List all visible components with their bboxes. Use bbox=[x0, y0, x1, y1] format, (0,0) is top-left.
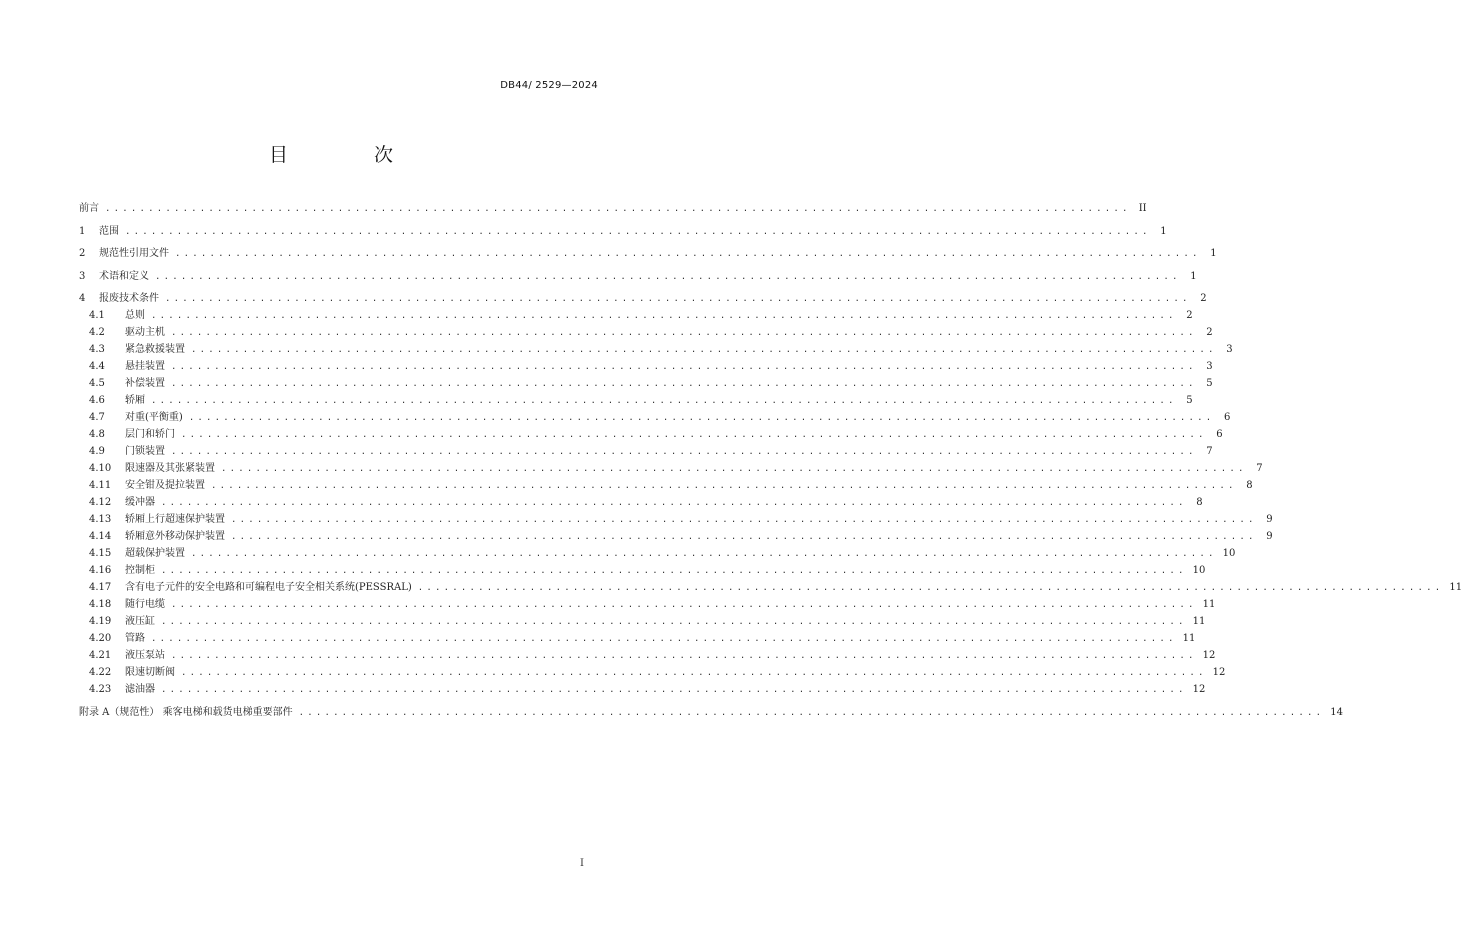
toc-entry-subsection[interactable] bbox=[79, 664, 1226, 681]
toc-entry-text: 含有电子元件的安全电路和可编程电子安全相关系统(PESSRAL) bbox=[125, 582, 412, 593]
leader-dots: ....................................................................................................................... bbox=[171, 447, 1197, 457]
toc-page-number: 2 bbox=[1200, 293, 1207, 304]
toc-entry-text: 门锁装置 bbox=[125, 446, 165, 457]
toc-entry-text: 缓冲器 bbox=[125, 497, 155, 508]
toc-entry-text: 规范性引用文件 bbox=[99, 248, 169, 259]
toc-entry-text: 滤油器 bbox=[125, 684, 155, 695]
toc-entry-number: 1 bbox=[79, 225, 86, 237]
leader-dots: ....................................................................................................................... bbox=[221, 464, 1247, 474]
leader-dots: ....................................................................................................................... bbox=[181, 668, 1207, 678]
leader-dots: ....................................................................................................................... bbox=[161, 566, 1187, 576]
toc-page-number: 6 bbox=[1224, 412, 1231, 423]
toc-entry-subsection[interactable] bbox=[79, 324, 1213, 341]
toc-page-number: 9 bbox=[1266, 514, 1273, 525]
toc-entry-number: 4 bbox=[79, 293, 86, 304]
toc-page-number: 5 bbox=[1206, 378, 1213, 389]
toc-page-number: 5 bbox=[1186, 395, 1193, 406]
toc-page-number: 11 bbox=[1449, 582, 1462, 593]
toc-entry-section[interactable] bbox=[79, 245, 1217, 262]
leader-dots: ....................................................................................................................... bbox=[171, 651, 1197, 661]
toc-entry-text: 超载保护装置 bbox=[125, 548, 185, 559]
toc-entry-subsection[interactable] bbox=[79, 596, 1216, 613]
toc-entry-number: 4.3 bbox=[89, 344, 105, 355]
toc-entry-number: 2 bbox=[79, 248, 86, 259]
toc-entry-text: 轿厢上行超速保护装置 bbox=[125, 514, 225, 525]
toc-entry-subsection[interactable] bbox=[79, 307, 1193, 324]
toc-entry-number: 4.6 bbox=[89, 395, 105, 406]
leader-dots: ....................................................................................................................... bbox=[231, 515, 1257, 525]
toc-entry-subsection[interactable] bbox=[79, 341, 1233, 358]
toc-entry-number: 4.4 bbox=[89, 361, 105, 372]
toc-entry-number: 4.15 bbox=[89, 548, 112, 559]
toc-entry-number: 4.11 bbox=[89, 480, 112, 491]
document-code: DB44/ 2529—2024 bbox=[500, 80, 598, 91]
toc-entry-subsection[interactable] bbox=[79, 409, 1231, 426]
toc-page-number: 11 bbox=[1202, 599, 1216, 610]
toc-entry-text: 随行电缆 bbox=[125, 599, 165, 610]
toc-page-number: 12 bbox=[1212, 667, 1226, 678]
toc-entry-number: 4.21 bbox=[89, 650, 112, 661]
toc-entry-number: 4.16 bbox=[89, 565, 112, 576]
toc-page-number: 11 bbox=[1182, 633, 1196, 644]
toc-page-number: 1 bbox=[1160, 225, 1167, 237]
page-title: 目 次 bbox=[268, 144, 434, 166]
leader-dots: ....................................................................................................................... bbox=[151, 311, 1177, 321]
toc-subsection-list bbox=[79, 307, 1462, 704]
toc-entry-number: 4.18 bbox=[89, 599, 112, 610]
toc-entry-number: 4.10 bbox=[89, 463, 112, 474]
toc-entry-subsection[interactable] bbox=[79, 494, 1203, 511]
leader-dots: ....................................................................................................................... bbox=[151, 396, 1177, 406]
toc-entry-section[interactable] bbox=[79, 268, 1197, 285]
leader-dots: ....................................................................................................................... bbox=[165, 294, 1191, 304]
toc-entry-subsection[interactable] bbox=[79, 545, 1236, 562]
toc-page-number: 7 bbox=[1256, 463, 1263, 474]
leader-dots: ....................................................................................................................... bbox=[171, 600, 1197, 610]
toc-page-number: II bbox=[1138, 203, 1147, 214]
toc-page-number: 8 bbox=[1246, 480, 1253, 491]
leader-dots: ....................................................................................................................... bbox=[161, 498, 1187, 508]
leader-dots: ....................................................................................................................... bbox=[231, 532, 1257, 542]
toc-entry-number: 3 bbox=[79, 270, 86, 282]
toc-entry-number: 4.2 bbox=[89, 327, 105, 338]
toc-entry-number: 4.9 bbox=[89, 446, 105, 457]
toc-entry-subsection[interactable] bbox=[79, 613, 1206, 630]
toc-entry-text: 控制柜 bbox=[125, 565, 155, 576]
toc-page-number: 2 bbox=[1186, 310, 1193, 321]
toc-entry-number: 4.13 bbox=[89, 514, 112, 525]
toc-entry-subsection[interactable] bbox=[79, 579, 1462, 596]
toc-entry-number: 4.23 bbox=[89, 684, 112, 695]
toc-entry-text: 限速器及其张紧装置 bbox=[125, 463, 215, 474]
toc-entry-text: 紧急救援装置 bbox=[125, 344, 185, 355]
leader-dots: ....................................................................................................................... bbox=[298, 707, 1325, 718]
toc-entry-annex[interactable] bbox=[79, 704, 1343, 721]
toc-page-number: 3 bbox=[1226, 344, 1233, 355]
toc-entry-text: 附录 A（规范性） 乘客电梯和载货电梯重要部件 bbox=[79, 706, 293, 718]
toc-entry-text: 液压缸 bbox=[125, 616, 155, 627]
leader-dots: ....................................................................................................................... bbox=[181, 430, 1207, 440]
leader-dots: ....................................................................................................................... bbox=[161, 685, 1187, 695]
leader-dots: ....................................................................................................................... bbox=[125, 226, 1151, 237]
page-number: I bbox=[580, 858, 584, 869]
toc-entry-subsection[interactable] bbox=[79, 460, 1263, 477]
toc-entry-number: 4.20 bbox=[89, 633, 112, 644]
toc-entry-text: 对重(平衡重) bbox=[125, 412, 183, 423]
leader-dots: ....................................................................................................................... bbox=[105, 204, 1131, 214]
toc-entry-number: 4.1 bbox=[89, 310, 105, 321]
toc-page-number: 2 bbox=[1206, 327, 1213, 338]
toc-entry-section[interactable] bbox=[79, 290, 1207, 307]
toc-entry-subsection[interactable] bbox=[79, 477, 1253, 494]
toc-entry-text: 安全钳及提拉装置 bbox=[125, 480, 205, 491]
toc-page-number: 1 bbox=[1190, 270, 1197, 282]
toc-entry-text: 管路 bbox=[125, 633, 145, 644]
toc-entry-subsection[interactable] bbox=[79, 426, 1223, 443]
toc-page-number: 10 bbox=[1222, 548, 1236, 559]
leader-dots: ....................................................................................................................... bbox=[191, 345, 1217, 355]
toc-entry-text: 层门和轿门 bbox=[125, 429, 175, 440]
leader-dots: ....................................................................................................................... bbox=[155, 271, 1181, 282]
toc-entry-number: 4.19 bbox=[89, 616, 112, 627]
toc-page-number: 1 bbox=[1210, 248, 1217, 259]
toc-entry-subsection[interactable] bbox=[79, 358, 1213, 375]
toc-page-number: 10 bbox=[1192, 565, 1206, 576]
toc-entry-number: 4.14 bbox=[89, 531, 112, 542]
toc-page-number: 6 bbox=[1216, 429, 1223, 440]
toc-page-number: 9 bbox=[1266, 531, 1273, 542]
toc-entry-text: 悬挂装置 bbox=[125, 361, 165, 372]
table-of-contents bbox=[79, 200, 1462, 721]
leader-dots: ....................................................................................................................... bbox=[161, 617, 1187, 627]
leader-dots: ....................................................................................................................... bbox=[171, 328, 1197, 338]
toc-page-number: 8 bbox=[1196, 497, 1203, 508]
leader-dots: ....................................................................................................................... bbox=[151, 634, 1177, 644]
leader-dots: ....................................................................................................................... bbox=[171, 362, 1197, 372]
toc-entry-text: 液压泵站 bbox=[125, 650, 165, 661]
toc-entry-section[interactable] bbox=[79, 223, 1167, 240]
toc-entry-text: 总则 bbox=[125, 310, 145, 321]
leader-dots: ....................................................................................................................... bbox=[211, 481, 1237, 491]
toc-entry-text: 范围 bbox=[99, 225, 119, 237]
toc-page-number: 12 bbox=[1202, 650, 1216, 661]
toc-page-number: 7 bbox=[1206, 446, 1213, 457]
leader-dots: ....................................................................................................................... bbox=[175, 249, 1201, 259]
toc-entry-text: 术语和定义 bbox=[99, 270, 149, 282]
toc-entry-number: 4.7 bbox=[89, 412, 105, 423]
toc-page-number: 3 bbox=[1206, 361, 1213, 372]
toc-page-number: 11 bbox=[1192, 616, 1206, 627]
toc-entry-text: 轿厢 bbox=[125, 395, 145, 406]
toc-entry-subsection[interactable] bbox=[79, 630, 1196, 647]
toc-entry-number: 4.8 bbox=[89, 429, 105, 440]
toc-entry-text: 报废技术条件 bbox=[99, 293, 159, 304]
toc-entry-subsection[interactable] bbox=[79, 511, 1273, 528]
toc-entry-text: 限速切断阀 bbox=[125, 667, 175, 678]
leader-dots: ....................................................................................................................... bbox=[171, 379, 1197, 389]
toc-entry-foreword[interactable] bbox=[79, 200, 1147, 217]
leader-dots: ....................................................................................................................... bbox=[188, 413, 1215, 423]
toc-entry-subsection[interactable] bbox=[79, 681, 1206, 698]
leader-dots: ....................................................................................................................... bbox=[191, 549, 1217, 559]
toc-entry-text: 前言 bbox=[79, 203, 99, 214]
toc-entry-number: 4.5 bbox=[89, 378, 105, 389]
toc-entry-text: 轿厢意外移动保护装置 bbox=[125, 531, 225, 542]
toc-entry-subsection[interactable] bbox=[79, 443, 1213, 460]
toc-page-number: 12 bbox=[1192, 684, 1206, 695]
toc-entry-number: 4.17 bbox=[89, 582, 112, 593]
toc-page-number: 14 bbox=[1330, 706, 1343, 718]
toc-entry-number: 4.12 bbox=[89, 497, 112, 508]
toc-entry-subsection[interactable] bbox=[79, 528, 1273, 545]
toc-entry-subsection[interactable] bbox=[79, 562, 1206, 579]
toc-entry-text: 驱动主机 bbox=[125, 327, 165, 338]
leader-dots: ....................................................................................................................... bbox=[417, 583, 1444, 593]
toc-entry-subsection[interactable] bbox=[79, 647, 1216, 664]
toc-entry-subsection[interactable] bbox=[79, 392, 1193, 409]
toc-entry-subsection[interactable] bbox=[79, 375, 1213, 392]
toc-entry-number: 4.22 bbox=[89, 667, 112, 678]
toc-entry-text: 补偿装置 bbox=[125, 378, 165, 389]
